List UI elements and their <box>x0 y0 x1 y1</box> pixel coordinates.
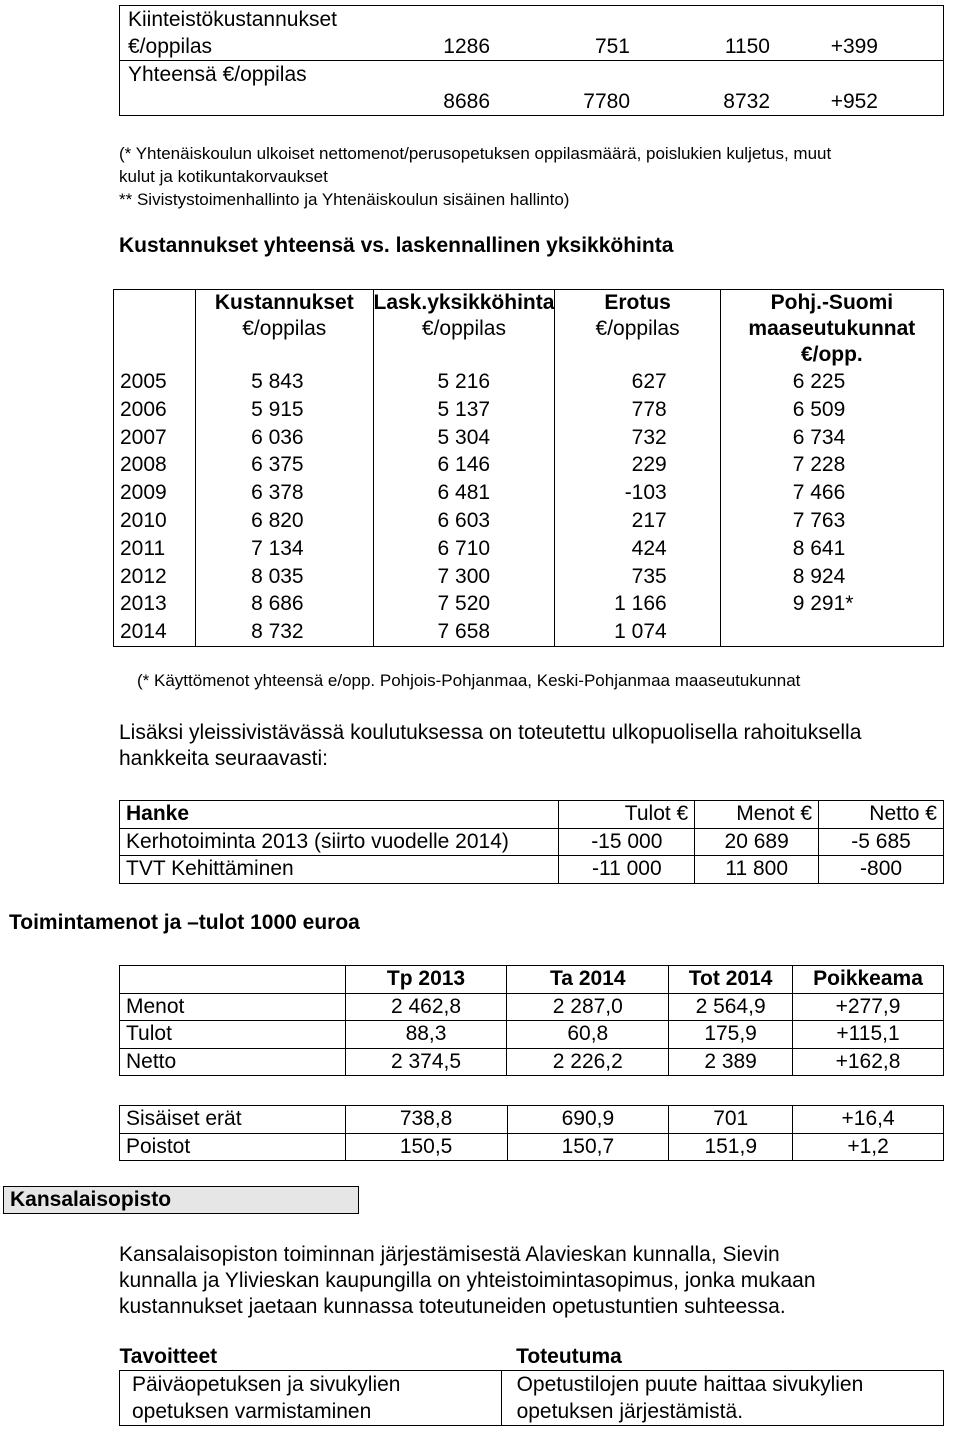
row-label: Netto <box>120 1048 346 1076</box>
table-row <box>120 993 944 1021</box>
cell-diff: 424 <box>555 535 720 563</box>
cell: -5 685 <box>819 828 944 856</box>
cell-diff: 217 <box>555 507 720 535</box>
cell-year: 2011 <box>114 535 196 563</box>
column-header: Erotus €/oppilas <box>555 290 720 369</box>
cell: 2 389 <box>669 1048 793 1076</box>
cell-cost: 6 375 <box>196 451 373 479</box>
cell: -11 000 <box>559 856 695 884</box>
column-header: Lask.yksikköhinta €/oppilas <box>373 290 555 369</box>
column-header: Menot € <box>695 801 819 829</box>
cell-cost: 6 036 <box>196 424 373 452</box>
goals-label: Tavoitteet <box>119 1345 218 1368</box>
column-header: Ta 2014 <box>507 966 669 994</box>
cell: 1150 <box>724 35 770 58</box>
note-line: ** Sivistystoimenhallinto ja Yhtenäiskoulun sisäinen hallinto) <box>119 190 570 209</box>
kansalaisopisto-paragraph <box>119 1242 816 1320</box>
table-row <box>120 828 944 856</box>
kansalaisopisto-heading: Kansalaisopisto <box>3 1186 359 1214</box>
cell-year: 2005 <box>114 368 196 396</box>
cell-ref: 8 924 <box>720 563 943 591</box>
cost-row <box>120 61 944 116</box>
cell: 175,9 <box>669 1021 793 1049</box>
operating-table <box>119 965 944 1076</box>
cell-ref: 6 225 <box>720 368 943 396</box>
cell-diff: 229 <box>555 451 720 479</box>
cell-cost: 6 820 <box>196 507 373 535</box>
cell: TVT Kehittäminen <box>120 856 559 884</box>
cell: +16,4 <box>793 1106 944 1134</box>
cell-unit: 6 603 <box>373 507 555 535</box>
table-row <box>114 563 944 591</box>
cell: +952 <box>830 90 878 113</box>
cell-cost: 8 686 <box>196 590 373 618</box>
cell: 151,9 <box>669 1133 793 1161</box>
row-label: Kiinteistökustannukset <box>128 8 337 31</box>
column-header: Tot 2014 <box>669 966 793 994</box>
column-header: Poikkeama <box>793 966 944 994</box>
cell: Kerhotoiminta 2013 (siirto vuodelle 2014) <box>120 828 559 856</box>
cell: 2 374,5 <box>345 1048 507 1076</box>
table-row <box>114 451 944 479</box>
paragraph-line: kustannukset jaetaan kunnassa toteutuneiden opetustuntien suhteessa. <box>119 1295 786 1318</box>
row-label: Poistot <box>120 1133 346 1161</box>
column-header <box>120 966 346 994</box>
cell: +277,9 <box>793 993 944 1021</box>
cell-diff: 778 <box>555 396 720 424</box>
cell-unit: 5 216 <box>373 368 555 396</box>
table-footnote: (* Käyttömenot yhteensä e/opp. Pohjois-Pohjanmaa, Keski-Pohjanmaa maaseutukunnat <box>137 671 801 690</box>
table-header-row <box>114 290 944 369</box>
column-header: Hanke <box>120 801 559 829</box>
cell: +399 <box>830 35 878 58</box>
row-label: Tulot <box>120 1021 346 1049</box>
paragraph-line: kunnalla ja Ylivieskan kaupungilla on yhteistoimintasopimus, jonka mukaan <box>119 1269 816 1292</box>
cell: -800 <box>819 856 944 884</box>
cell-cost: 6 378 <box>196 479 373 507</box>
table-row <box>114 590 944 618</box>
row-label: Sisäiset erät <box>120 1106 346 1134</box>
internal-items-table <box>119 1105 944 1161</box>
cell-year: 2009 <box>114 479 196 507</box>
operating-heading: Toimintamenot ja –tulot 1000 euroa <box>9 911 360 934</box>
cell-cost: 8 035 <box>196 563 373 591</box>
paragraph-line: Kansalaisopiston toiminnan järjestämisestä Alavieskan kunnalla, Sievin <box>119 1243 780 1266</box>
table-row <box>114 396 944 424</box>
cell-cost: 7 134 <box>196 535 373 563</box>
table-row <box>114 424 944 452</box>
cell: +162,8 <box>793 1048 944 1076</box>
cost-row <box>120 6 944 61</box>
cell-unit: 6 710 <box>373 535 555 563</box>
table-row <box>120 856 944 884</box>
cell: 7780 <box>583 90 630 113</box>
table-row <box>120 1371 944 1426</box>
cell-unit: 6 146 <box>373 451 555 479</box>
cell-year: 2013 <box>114 590 196 618</box>
intro-line: hankkeita seuraavasti: <box>119 747 328 770</box>
table-row <box>114 507 944 535</box>
cost-notes <box>119 142 831 211</box>
cell-year: 2014 <box>114 618 196 646</box>
cell-unit: 7 300 <box>373 563 555 591</box>
table-row <box>120 1021 944 1049</box>
cell-year: 2008 <box>114 451 196 479</box>
table-row <box>120 1048 944 1076</box>
cell-ref: 7 466 <box>720 479 943 507</box>
cell: 11 800 <box>695 856 819 884</box>
cell: +115,1 <box>793 1021 944 1049</box>
cell: 88,3 <box>345 1021 507 1049</box>
column-header: Kustannukset €/oppilas <box>196 290 373 369</box>
table-row <box>114 535 944 563</box>
outcome-label: Toteutuma <box>516 1345 622 1368</box>
table-row <box>120 1106 944 1134</box>
cell-year: 2010 <box>114 507 196 535</box>
cell: 1286 <box>443 35 490 58</box>
cell: 2 462,8 <box>345 993 507 1021</box>
section-heading: Kustannukset yhteensä vs. laskennallinen yksikköhinta <box>119 234 674 257</box>
table-row <box>114 479 944 507</box>
cell-diff: 1 074 <box>555 618 720 646</box>
column-header: Tulot € <box>559 801 695 829</box>
cell: 738,8 <box>345 1106 507 1134</box>
cell-year: 2007 <box>114 424 196 452</box>
cell-diff: 627 <box>555 368 720 396</box>
note-line: kulut ja kotikuntakorvaukset <box>119 167 328 186</box>
note-line: (* Yhtenäiskoulun ulkoiset nettomenot/perusopetuksen oppilasmäärä, poislukien kuljetus, muut <box>119 144 832 163</box>
cell: 2 287,0 <box>507 993 669 1021</box>
cell-unit: 7 520 <box>373 590 555 618</box>
projects-table <box>119 800 944 884</box>
cell-cost: 5 843 <box>196 368 373 396</box>
cell: 751 <box>594 35 630 58</box>
cell: 2 226,2 <box>507 1048 669 1076</box>
cell-unit: 5 304 <box>373 424 555 452</box>
table-header-row <box>120 1343 944 1371</box>
cell-unit: 5 137 <box>373 396 555 424</box>
cell-unit: 6 481 <box>373 479 555 507</box>
cell: 20 689 <box>695 828 819 856</box>
column-header: Netto € <box>819 801 944 829</box>
table-row <box>114 368 944 396</box>
goal-cell: Päiväopetuksen ja sivukylien opetuksen varmistaminen <box>120 1371 502 1426</box>
cell: 60,8 <box>507 1021 669 1049</box>
cell: 690,9 <box>507 1106 669 1134</box>
yearly-cost-table <box>113 289 944 647</box>
cell-ref <box>720 618 943 646</box>
table-row <box>120 1133 944 1161</box>
table-header-row <box>120 966 944 994</box>
cell-ref: 6 734 <box>720 424 943 452</box>
cell: 8686 <box>443 90 490 113</box>
cell-ref: 7 228 <box>720 451 943 479</box>
row-label: €/oppilas <box>128 35 213 58</box>
column-header: Tp 2013 <box>345 966 507 994</box>
cell-ref: 7 763 <box>720 507 943 535</box>
intro-line: Lisäksi yleissivistävässä koulutuksessa on toteutettu ulkopuolisella rahoituksella <box>119 721 862 744</box>
cell-diff: -103 <box>555 479 720 507</box>
cell-diff: 735 <box>555 563 720 591</box>
projects-intro <box>119 720 861 772</box>
outcome-cell: Opetustilojen puute haittaa sivukylien opetuksen järjestämistä. <box>501 1371 943 1426</box>
cell: +1,2 <box>793 1133 944 1161</box>
cell: -15 000 <box>559 828 695 856</box>
cell: 701 <box>669 1106 793 1134</box>
cell-year: 2006 <box>114 396 196 424</box>
cell-year: 2012 <box>114 563 196 591</box>
row-label: Yhteensä €/oppilas <box>128 63 307 86</box>
cell: 150,7 <box>507 1133 669 1161</box>
cell: 8732 <box>723 90 770 113</box>
cell-cost: 5 915 <box>196 396 373 424</box>
cell-ref: 8 641 <box>720 535 943 563</box>
cell-cost: 8 732 <box>196 618 373 646</box>
table-header-row <box>120 801 944 829</box>
cell-unit: 7 658 <box>373 618 555 646</box>
row-label: Menot <box>120 993 346 1021</box>
column-header: Pohj.-Suomi maaseutukunnat €/opp. <box>720 290 943 369</box>
cell-ref: 6 509 <box>720 396 943 424</box>
table-row <box>114 618 944 646</box>
cost-per-pupil-table <box>119 5 944 116</box>
cell-ref: 9 291* <box>720 590 943 618</box>
cell-diff: 1 166 <box>555 590 720 618</box>
cell-diff: 732 <box>555 424 720 452</box>
goals-table <box>119 1343 944 1426</box>
cell: 2 564,9 <box>669 993 793 1021</box>
cell: 150,5 <box>345 1133 507 1161</box>
